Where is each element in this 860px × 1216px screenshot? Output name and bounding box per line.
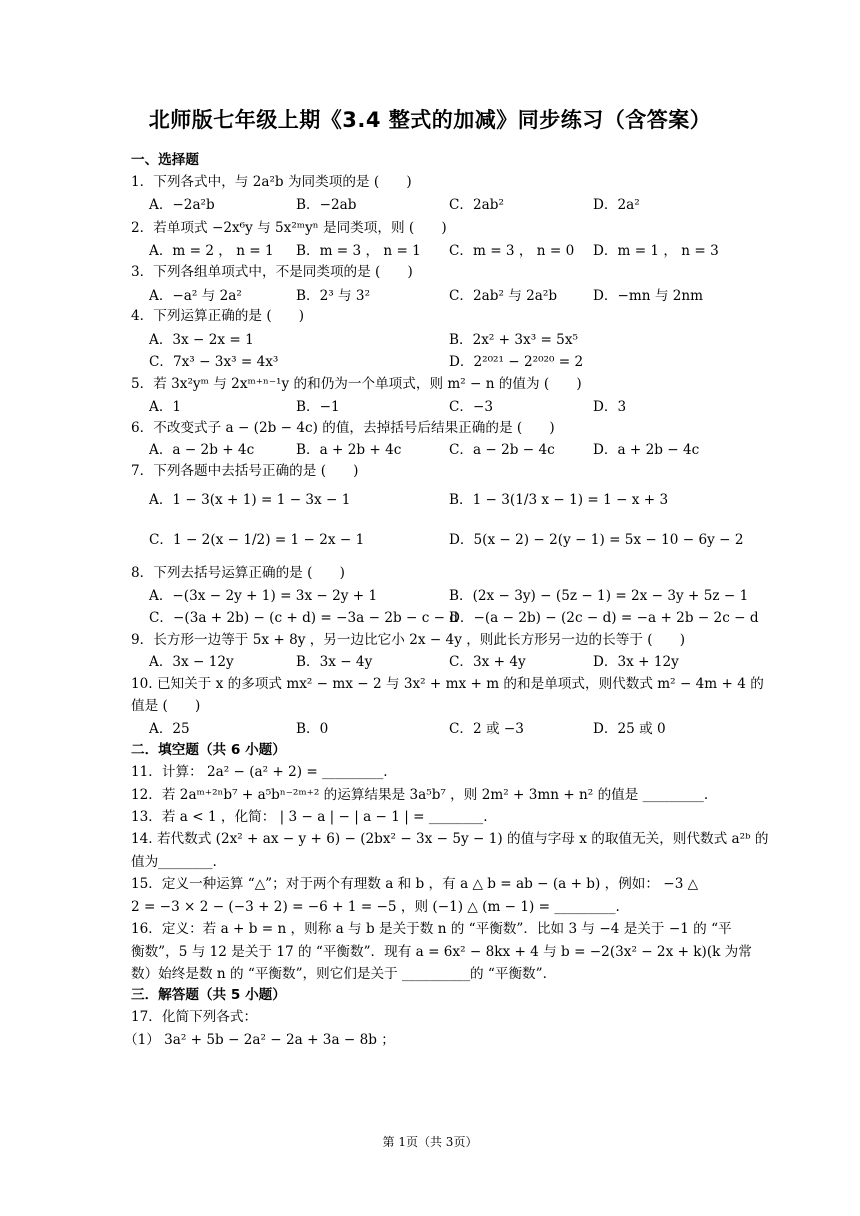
question-8-stem: 8．下列去括号运算正确的是 ( ) — [131, 565, 345, 581]
question-5-option-b: B．−1 — [296, 399, 340, 415]
question-16-line-2: 衡数”，5 与 12 是关于 17 的 “平衡数”．现有 a = 6x² − 8kx + 4 与 b = −2(3x² − 2x + k)(k 为常 — [131, 944, 752, 960]
question-9-option-d: D．3x + 12y — [593, 654, 679, 670]
question-10-option-d: D．25 或 0 — [593, 721, 666, 737]
section-heading-answer: 三．解答题（共 5 小题） — [131, 987, 286, 1003]
question-5-stem: 5．若 3x²yᵐ 与 2xᵐ⁺ⁿ⁻¹y 的和仍为一个单项式，则 m² − n 的值为 ( ) — [131, 376, 582, 392]
question-16-line-3: 数）始终是数 n 的 “平衡数”，则它们是关于 __________的 “平衡数”． — [131, 966, 557, 982]
section-heading-fill: 二．填空题（共 6 小题） — [131, 742, 286, 758]
question-8-option-b: B．(2x − 3y) − (5z − 1) = 2x − 3y + 5z − 1 — [449, 588, 749, 604]
question-5-option-d: D．3 — [593, 399, 627, 415]
question-2-option-d: D．m = 1 ， n = 3 — [593, 243, 719, 259]
question-3-option-c: C．2ab² 与 2a²b — [449, 288, 558, 304]
question-9-option-b: B．3x − 4y — [296, 654, 373, 670]
question-2-option-a: A．m = 2 ， n = 1 — [149, 243, 274, 259]
question-6-option-c: C．a − 2b − 4c — [449, 442, 555, 458]
question-7-option-b: B．1 − 3(1/3 x − 1) = 1 − x + 3 — [449, 492, 669, 508]
question-10-stem: 10. 已知关于 x 的多项式 mx² − mx − 2 与 3x² + mx + m 的和是单项式，则代数式 m² − 4m + 4 的 — [131, 676, 764, 692]
question-4-stem: 4．下列运算正确的是 ( ) — [131, 308, 305, 324]
question-17-part-1: （1） 3a² + 5b − 2a² − 2a + 3a − 8b ； — [124, 1032, 395, 1048]
question-12: 12．若 2aᵐ⁺²ⁿb⁷ + a⁵bⁿ⁻²ᵐ⁺² 的运算结果是 3a⁵b⁷ ，则 2m² + 3mn + n² 的值是 _________. — [131, 787, 709, 803]
question-13: 13．若 a < 1 ，化简： | 3 − a | − | a − 1 | = ________. — [131, 809, 488, 825]
question-9-stem: 9．长方形一边等于 5x + 8y ，另一边比它小 2x − 4y ，则此长方形另一边的长等于 ( ) — [131, 632, 686, 648]
question-17-stem: 17．化简下列各式： — [131, 1009, 258, 1025]
question-3-option-d: D．−mn 与 2nm — [593, 288, 704, 304]
question-6-option-d: D．a + 2b − 4c — [593, 442, 700, 458]
question-15-line-2: 2 = −3 × 2 − (−3 + 2) = −6 + 1 = −5 ，则 (−1) △ (m − 1) = _________. — [131, 899, 620, 915]
question-8-option-d: D．−(a − 2b) − (2c − d) = −a + 2b − 2c − d — [449, 610, 759, 626]
question-1-option-b: B．−2ab — [296, 197, 357, 213]
question-14-line-2: 值为________. — [131, 854, 217, 870]
question-4-option-b: B．2x² + 3x³ = 5x⁵ — [449, 332, 578, 348]
question-7-stem: 7．下列各题中去括号正确的是 ( ) — [131, 463, 359, 479]
question-9-option-c: C．3x + 4y — [449, 654, 526, 670]
question-3-stem: 3．下列各组单项式中，不是同类项的是 ( ) — [131, 264, 413, 280]
section-heading-choice: 一、选择题 — [131, 152, 199, 168]
question-6-option-a: A．a − 2b + 4c — [149, 442, 255, 458]
question-6-option-b: B．a + 2b + 4c — [296, 442, 402, 458]
question-14-line-1: 14. 若代数式 (2x² + ax − y + 6) − (2bx² − 3x − 5y − 1) 的值与字母 x 的取值无关，则代数式 a²ᵇ 的 — [131, 831, 769, 847]
question-4-option-c: C．7x³ − 3x³ = 4x³ — [149, 354, 279, 370]
question-16-line-1: 16．定义：若 a + b = n ，则称 a 与 b 是关于数 n 的 “平衡数”．比如 3 与 −4 是关于 −1 的 “平 — [131, 921, 732, 937]
question-10-option-c: C．2 或 −3 — [449, 721, 524, 737]
question-9-option-a: A．3x − 12y — [149, 654, 234, 670]
question-1-option-d: D．2a² — [593, 197, 640, 213]
question-2-option-c: C．m = 3 ， n = 0 — [449, 243, 575, 259]
question-1-option-a: A．−2a²b — [149, 197, 215, 213]
question-2-option-b: B．m = 3 ， n = 1 — [296, 243, 421, 259]
question-1-option-c: C．2ab² — [449, 197, 504, 213]
question-8-option-c: C．−(3a + 2b) − (c + d) = −3a − 2b − c − d — [149, 610, 459, 626]
question-3-option-a: A．−a² 与 2a² — [149, 288, 242, 304]
question-10-option-b: B．0 — [296, 721, 329, 737]
question-2-stem: 2．若单项式 −2x⁶y 与 5x²ᵐyⁿ 是同类项，则 ( ) — [131, 220, 447, 236]
question-8-option-a: A．−(3x − 2y + 1) = 3x − 2y + 1 — [149, 588, 378, 604]
question-11: 11．计算： 2a² − (a² + 2) = _________. — [131, 764, 388, 780]
question-4-option-d: D．2²⁰²¹ − 2²⁰²⁰ = 2 — [449, 354, 584, 370]
question-7-option-d: D．5(x − 2) − 2(y − 1) = 5x − 10 − 6y − 2 — [449, 532, 744, 548]
question-10-stem-cont: 值是 ( ) — [131, 698, 201, 714]
question-5-option-c: C．−3 — [449, 399, 494, 415]
question-7-option-c: C．1 − 2(x − 1/2) = 1 − 2x − 1 — [149, 532, 365, 548]
question-7-option-a: A．1 − 3(x + 1) = 1 − 3x − 1 — [149, 492, 351, 508]
page-footer: 第 1页（共 3页） — [382, 1135, 478, 1149]
question-10-option-a: A．25 — [149, 721, 190, 737]
page-title: 北师版七年级上期《3.4 整式的加减》同步练习（含答案） — [148, 108, 712, 132]
question-5-option-a: A．1 — [149, 399, 182, 415]
question-4-option-a: A．3x − 2x = 1 — [149, 332, 254, 348]
question-3-option-b: B．2³ 与 3² — [296, 288, 371, 304]
question-6-stem: 6．不改变式子 a − (2b − 4c) 的值，去掉括号后结果正确的是 ( ) — [131, 420, 555, 436]
question-15-line-1: 15．定义一种运算 “△”；对于两个有理数 a 和 b ，有 a △ b = ab − (a + b) ，例如： −3 △ — [131, 876, 699, 892]
question-1-stem: 1．下列各式中，与 2a²b 为同类项的是 ( ) — [131, 174, 412, 190]
